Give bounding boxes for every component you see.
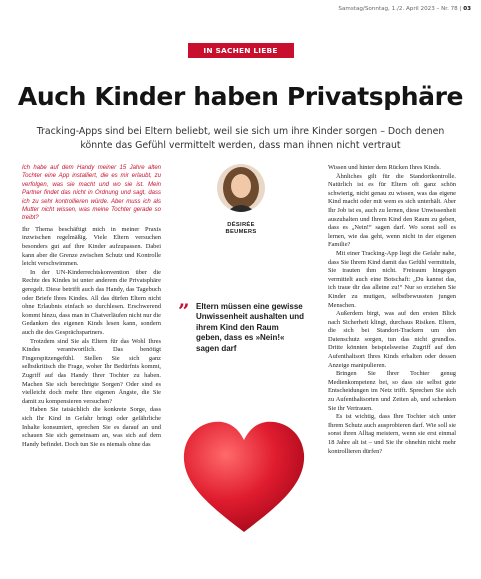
- right-column: [328, 164, 456, 456]
- body-paragraph: Es ist wichtig, dass Ihre Tochter sich unter Ihrem Schutz auch ausprobieren darf. Wie soll sie sonst ihren Alltag meistern, wenn sie erst einmal 18 Jahre alt ist – und Sie ihr ohnehin nicht mehr kontrollieren dürfen?: [328, 413, 456, 455]
- body-paragraph: Bringen Sie Ihrer Tochter genug Medienkompetenz bei, so dass sie selbst gute Entscheidungen im Netz trifft. Sprechen Sie sich zu Aufenthaltsorten und Zeiten ab, und schenken Sie ihr Vertrauen.: [328, 370, 456, 412]
- article-headline: Auch Kinder haben Privatsphäre: [17, 82, 464, 111]
- body-paragraph: Außerdem birgt, was auf den ersten Blick nach Sicherheit klingt, durchaus Risiken. Eltern, die sich bei Standort-Trackern um den Datenschutz sorgen, tun das nicht grundlos. Dritte könnten beispielsweise Zugriff auf den Aufenthaltsort Ihres Kinds erhalten oder dessen Anzeige manipulieren.: [328, 310, 456, 369]
- body-paragraph: Trotzdem sind Sie als Eltern für das Wohl Ihres Kindes verantwortlich. Das benötigt Fingerspitzengefühl. Stellen Sie sich ganz selbstkritisch die Frage, woher Ihr Bedürfnis kommt, Zugriff auf das Handy Ihrer Tochter zu haben. Machen Sie sich berechtigte Sorgen? Oder sind es vielleicht doch mehr Ihre eigenen Ängste, die Sie damit zu kompensieren versuchen?: [22, 337, 161, 405]
- body-paragraph: Mit einer Tracking-App liegt die Gefahr nahe, dass Sie Ihrem Kind damit das Gefühl vermitteln, Sie trauten ihm nicht. Freiraum hingegen vermittelt auch eine Botschaft: „Du kannst das, ich traue dir das alleine zu!“ Nur so erziehen Sie Kinder zu mutigen, selbstbewussten jungen Menschen.: [328, 249, 456, 309]
- author-photo: [217, 164, 265, 212]
- left-column: [22, 164, 161, 449]
- article-subhead: Tracking-Apps sind bei Eltern beliebt, weil sie sich um ihre Kinder sorgen – Doch denen könnte das Gefühl vermittelt werden, dass man ihnen nicht vertraut: [36, 126, 445, 151]
- heart-illustration: [180, 418, 308, 540]
- section-kicker: IN SACHEN LIEBE: [188, 43, 294, 58]
- page-number: 03: [463, 6, 471, 12]
- body-paragraph: Ähnliches gilt für die Standortkontrolle. Natürlich ist es für Eltern oft ganz schön schwierig, nicht genau zu wissen, was das eigene Kind macht oder mit wem es sich unterhält. Aber Ihr Job ist es, auch zu lernen, diese Unwissenheit auszuhalten und Ihrem Kind den Raum zu geben, dass es „Nein!“ sagen darf. Wo sonst soll es lernen, wie das geht, wenn nicht in der eigenen Familie?: [328, 172, 456, 249]
- author-box: [209, 164, 273, 237]
- issue-info: Samstag/Sonntag, 1./2. April 2023 – Nr. 78 |: [338, 6, 462, 12]
- quote-mark-icon: ”: [178, 299, 190, 323]
- author-name: DÉSIRÉE BEUMERS: [225, 222, 257, 236]
- page-header: [338, 6, 471, 12]
- pull-quote: [178, 299, 306, 354]
- avatar: [217, 164, 265, 212]
- body-paragraph: Ihr Thema beschäftigt mich in meiner Praxis inzwischen regelmäßig. Viele Eltern versuchen besonders gut auf ihre Kinder aufzupassen. Dabei kann aber die Grenze zwischen Schutz und Kontrolle leicht verschwimmen.: [22, 225, 161, 268]
- body-paragraph: Wissen und hinter dem Rücken Ihres Kinds.: [328, 164, 441, 171]
- body-paragraph: Haben Sie tatsächlich die konkrete Sorge, dass sich Ihr Kind in Gefahr bringt oder gefährliche Inhalte konsumiert, sprechen Sie es darauf an und schauen Sie sich gemeinsam an, was sich auf dem Handy befindet. Doch tun Sie es niemals ohne das: [22, 406, 161, 448]
- reader-question: Ich habe auf dem Handy meiner 15 Jahre alten Tochter eine App installiert, die es mir erlaubt, zu verfolgen, was sie macht und wo sie ist. Mein Partner findet das nicht in Ordnung und sagt, dass ich zu sehr kontrollieren würde. Aber muss ich als Mutter nicht wissen, was meine Tochter gerade so treibt?: [22, 165, 161, 222]
- heart-icon: [180, 418, 308, 536]
- pull-quote-text: Eltern müssen eine gewisse Unwissenheit aushalten und ihrem Kind den Raum geben, dass es »Nein!« sagen darf: [196, 302, 305, 353]
- body-paragraph: In der UN-Kinderrechtskonvention über die Rechte des Kindes ist unter anderem die Privatsphäre geregelt. Diese betrifft auch das Handy, das Tagebuch oder Briefe Ihres Kindes. All das dürfen Eltern nicht ohne Erlaubnis einfach so durchlesen. Erschwerend kommt hinzu, dass man in Chatverläufen nicht nur die Gedanken des eigenen Kinds lesen kann, sondern auch die des Gesprächspartners.: [22, 268, 161, 336]
